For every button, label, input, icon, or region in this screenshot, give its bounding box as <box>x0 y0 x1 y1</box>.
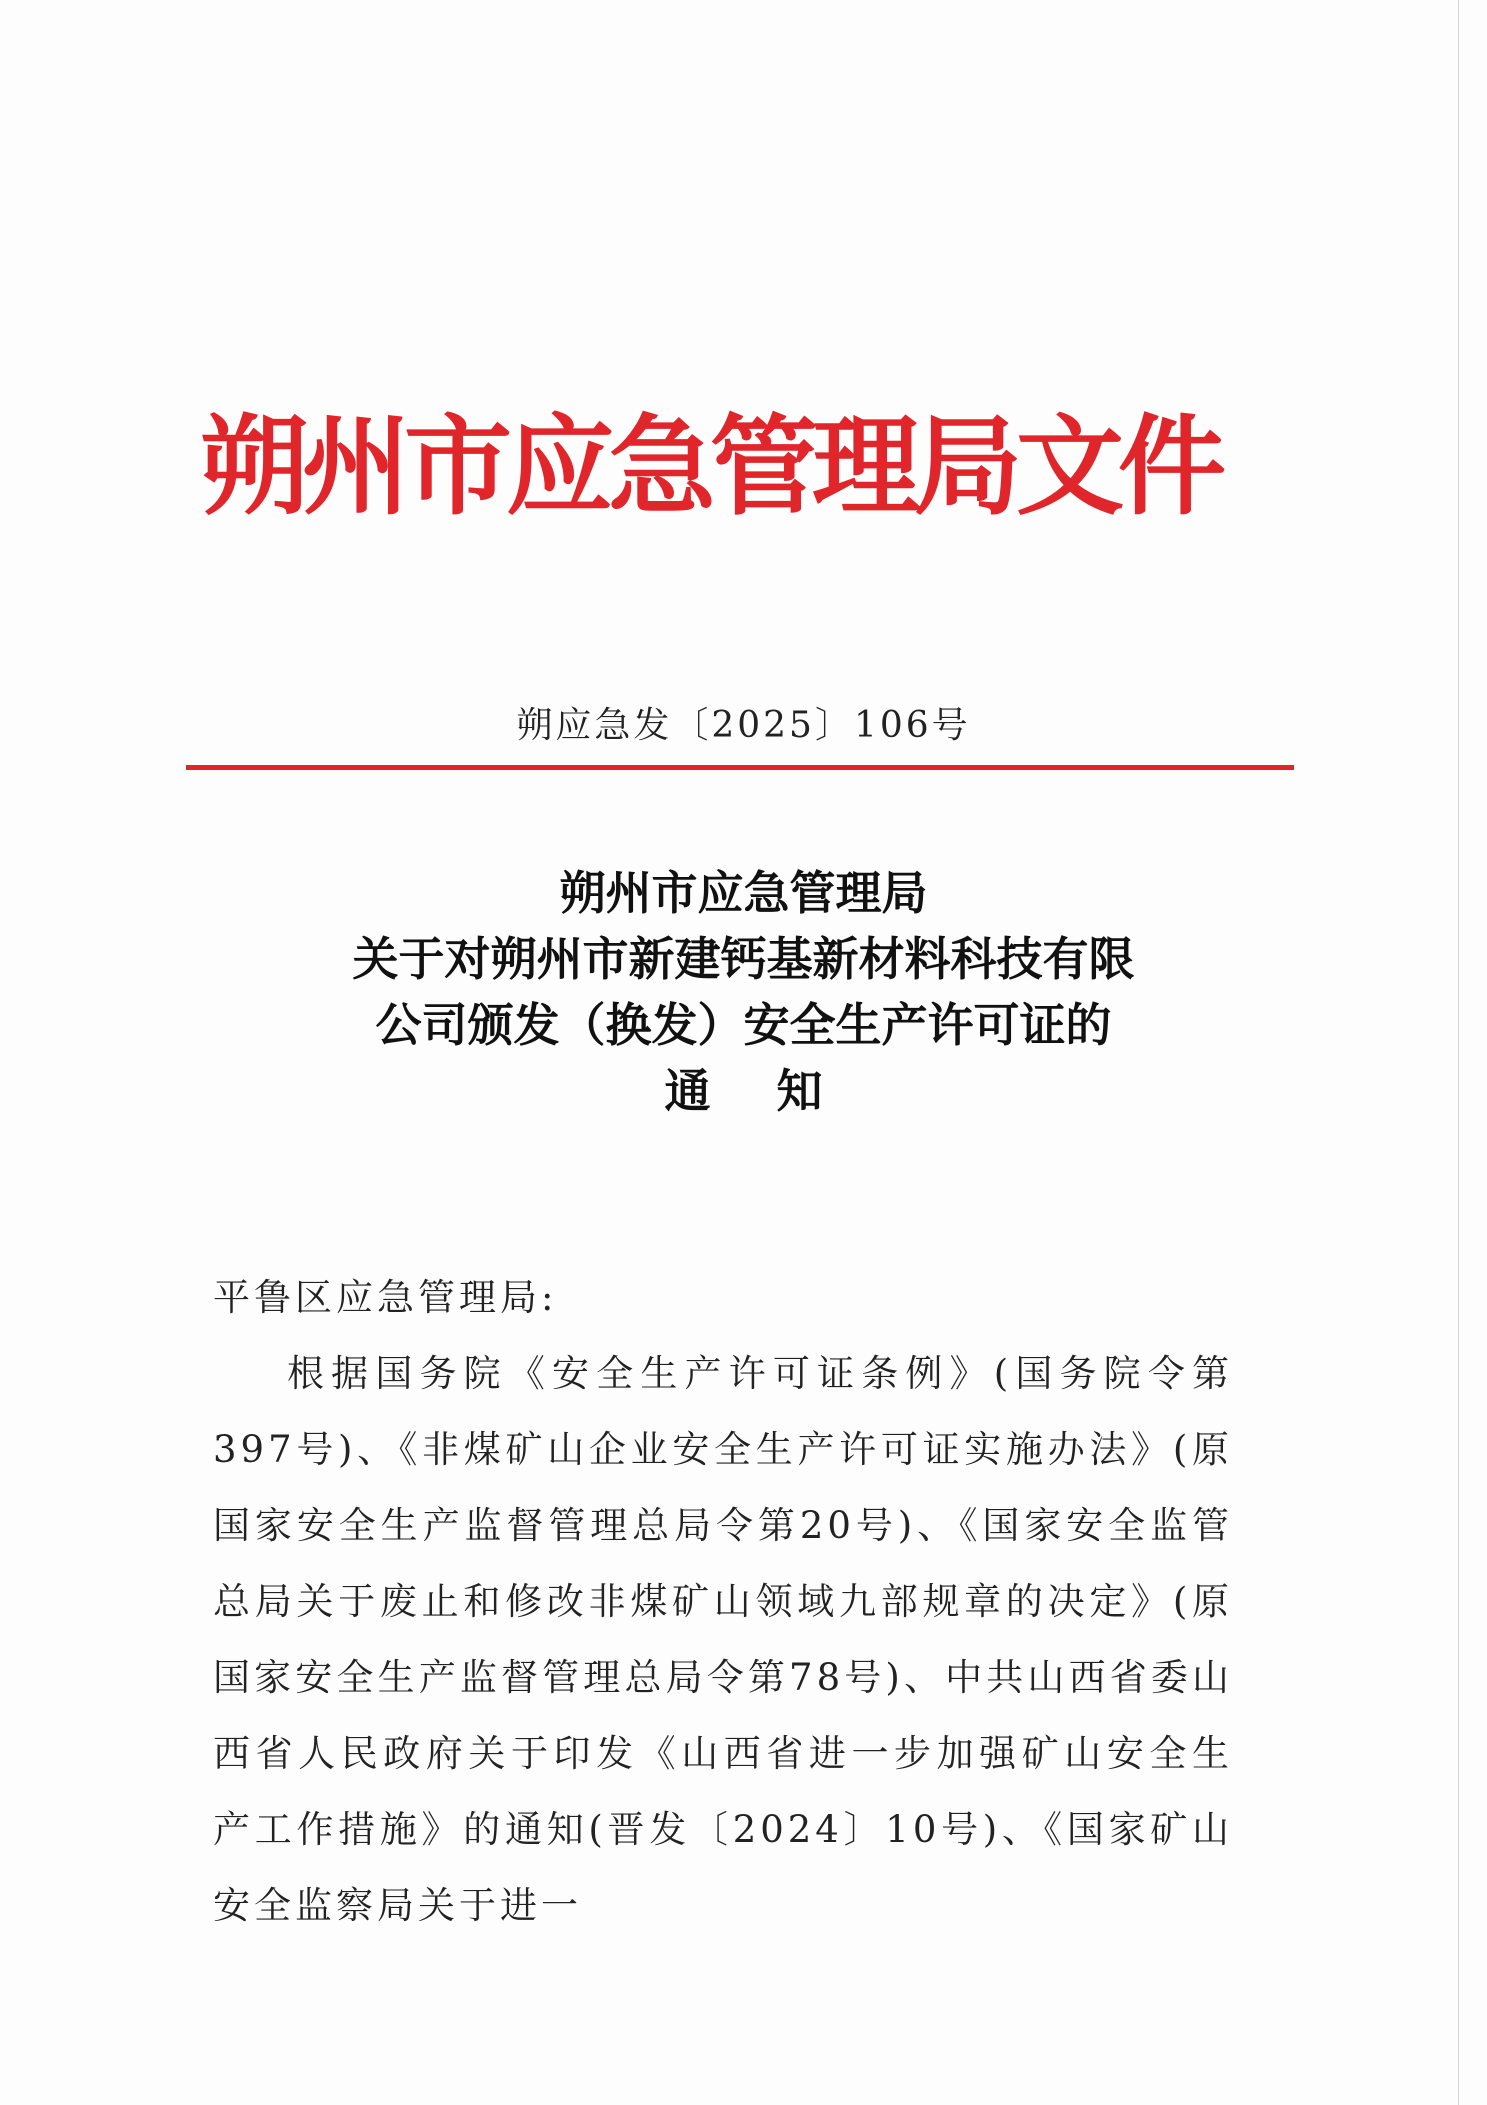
addressee: 平鲁区应急管理局: <box>213 1276 558 1319</box>
document-body <box>213 1260 1233 1944</box>
issuing-authority-header: 朔州市应急管理局文件 <box>200 404 1221 530</box>
document-number: 朔应急发〔2025〕106号 <box>516 705 971 746</box>
red-separator-line <box>186 765 1294 770</box>
notice-title-line-4: 通知 <box>664 1064 889 1118</box>
notice-title <box>0 860 1487 1124</box>
notice-title-line-1: 朔州市应急管理局 <box>559 866 928 920</box>
notice-title-line-3: 公司颁发（换发）安全生产许可证的 <box>375 998 1112 1052</box>
notice-title-line-2: 关于对朔州市新建钙基新材料科技有限 <box>352 932 1135 986</box>
body-paragraph: 根据国务院《安全生产许可证条例》(国务院令第397号)、《非煤矿山企业安全生产许可证实施办法》(原国家安全生产监督管理总局令第20号)、《国家安全监管总局关于废止和修改非煤矿山领域九部规章的决定》(原国家安全生产监督管理总局令第78号)、中共山西省委山西省人民政府关于印发《山西省进一步加强矿山安全生产工作措施》的通知(晋发〔2024〕10号)、《国家矿山安全监察局关于进一 <box>213 1352 1233 1927</box>
